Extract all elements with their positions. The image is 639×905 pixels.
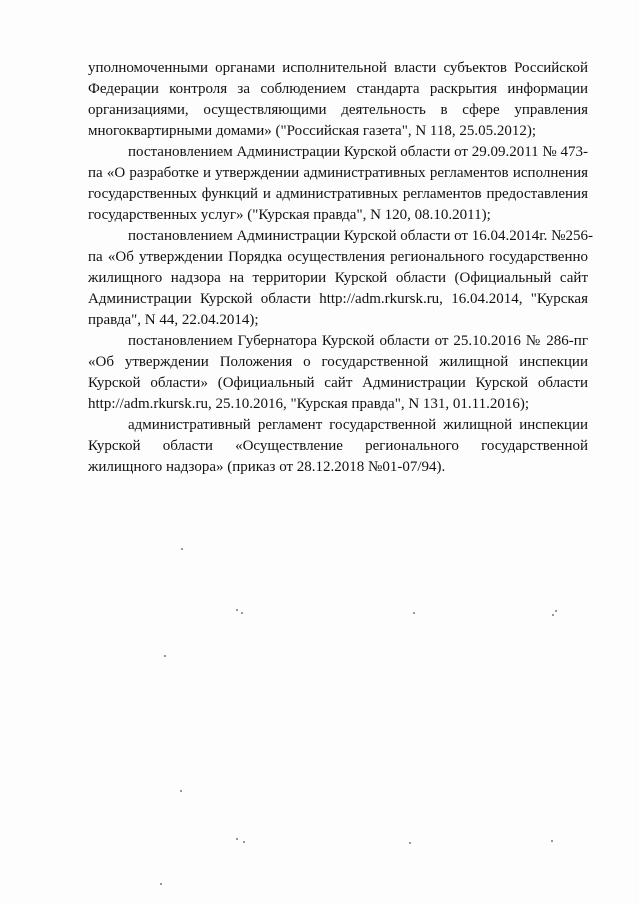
- text-line: правда", N 44, 22.04.2014);: [88, 312, 259, 328]
- scan-speck: [160, 883, 162, 885]
- text-line: государственных функций и административных регламентов предоставления: [88, 186, 588, 202]
- text-line: Федерации контроля за соблюдением стандарта раскрытия информации: [88, 81, 588, 97]
- text-line: Курской области» (Официальный сайт Администрации Курской области: [88, 375, 588, 391]
- paragraph-first-line: постановлением Администрации Курской области от 29.09.2011 № 473-: [128, 144, 588, 160]
- text-line: па «Об утверждении Порядка осуществления регионального государственно: [88, 249, 588, 265]
- scan-speck: [236, 838, 238, 840]
- scan-speck: [555, 610, 557, 612]
- paragraph-first-line: постановлением Губернатора Курской области от 25.10.2016 № 286-пг: [128, 333, 588, 349]
- scan-speck: [552, 614, 554, 616]
- paragraph-first-line: постановлением Администрации Курской области от 16.04.2014г. №256-: [128, 228, 593, 244]
- scan-speck: [413, 612, 415, 614]
- scan-speck: [241, 612, 243, 614]
- scan-speck: [164, 655, 166, 657]
- text-line: государственных услуг» ("Курская правда", N 120, 08.10.2011);: [88, 207, 491, 223]
- text-line: организациями, осуществляющими деятельность в сфере управления: [88, 102, 588, 118]
- scan-speck: [180, 790, 182, 792]
- text-line: жилищного надзора» (приказ от 28.12.2018 №01-07/94).: [88, 459, 446, 475]
- paragraph-first-line: административный регламент государственной жилищной инспекции: [128, 417, 588, 433]
- document-body: [88, 58, 593, 478]
- text-line: многоквартирными домами» ("Российская газета", N 118, 25.05.2012);: [88, 123, 537, 139]
- scan-speck: [243, 841, 245, 843]
- scan-speck: [551, 840, 553, 842]
- text-line: http://adm.rkursk.ru, 25.10.2016, "Курская правда", N 131, 01.11.2016);: [88, 396, 530, 412]
- text-line: уполномоченными органами исполнительной власти субъектов Российской: [88, 60, 588, 76]
- text-line: па «О разработке и утверждении административных регламентов исполнения: [88, 165, 588, 181]
- scan-speck: [181, 548, 183, 550]
- text-line: «Об утверждении Положения о государственной жилищной инспекции: [88, 354, 588, 370]
- scan-speck: [409, 842, 411, 844]
- scan-speck: [236, 609, 238, 611]
- text-line: Администрации Курской области http://adm.rkursk.ru, 16.04.2014, "Курская: [88, 291, 588, 307]
- text-line: жилищного надзора на территории Курской области (Официальный сайт: [88, 270, 588, 286]
- text-line: Курской области «Осуществление регионального государственной: [88, 438, 588, 454]
